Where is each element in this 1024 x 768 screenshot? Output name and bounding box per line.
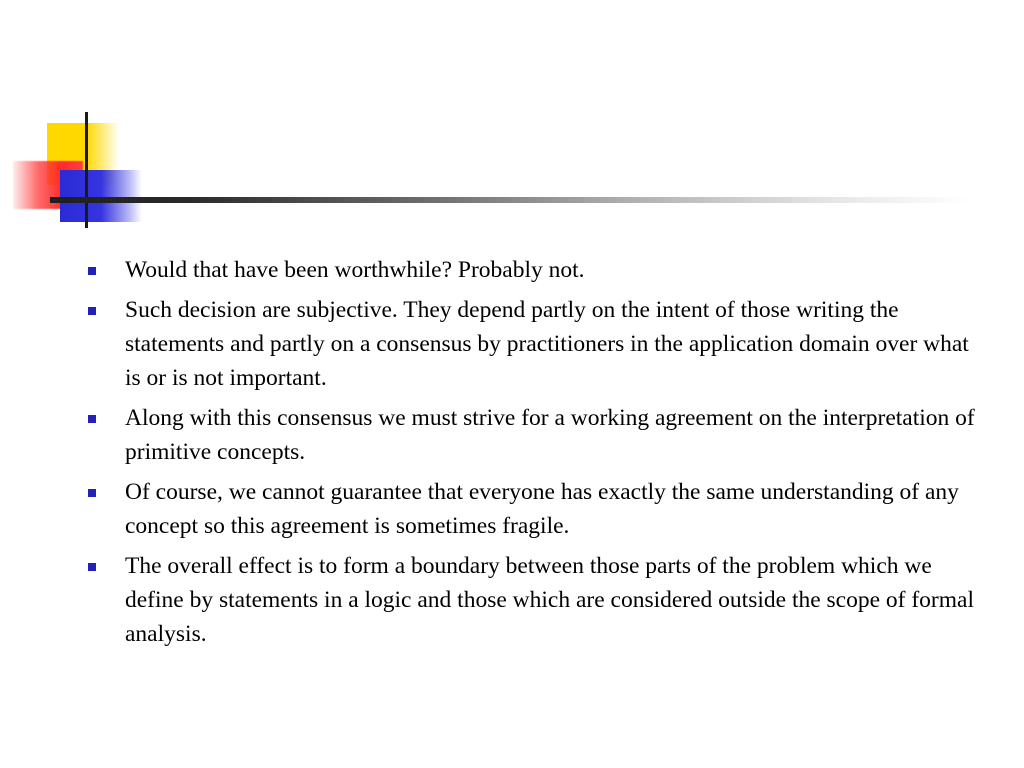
vertical-rule xyxy=(85,112,88,228)
square-bullet-icon xyxy=(88,563,96,571)
bullet-item xyxy=(86,401,986,469)
bullet-text: The overall effect is to form a boundary between those parts of the problem which we define by statements in a logic and those which are considered outside the scope of formal analysis. xyxy=(125,553,974,647)
bullet-item xyxy=(86,549,986,651)
square-bullet-icon xyxy=(88,415,96,423)
bullet-text: Of course, we cannot guarantee that everyone has exactly the same understanding of any concept so this agreement is sometimes fragile. xyxy=(125,479,959,539)
title-underline-rule xyxy=(50,197,970,203)
bullet-item xyxy=(86,475,986,543)
blue-square-shape xyxy=(60,170,142,222)
bullet-item xyxy=(86,293,986,395)
bullet-list xyxy=(86,253,986,651)
bullet-text: Would that have been worthwhile? Probably not. xyxy=(125,257,585,283)
square-bullet-icon xyxy=(88,489,96,497)
slide-body xyxy=(86,253,986,657)
square-bullet-icon xyxy=(88,267,96,275)
slide-decoration xyxy=(0,0,1024,240)
bullet-text: Such decision are subjective. They depend partly on the intent of those writing the statements and partly on a consensus by practitioners in the application domain over what is or is not important. xyxy=(125,297,969,391)
bullet-text: Along with this consensus we must strive for a working agreement on the interpretation of primitive concepts. xyxy=(125,405,975,465)
bullet-item xyxy=(86,253,986,287)
square-bullet-icon xyxy=(88,307,96,315)
